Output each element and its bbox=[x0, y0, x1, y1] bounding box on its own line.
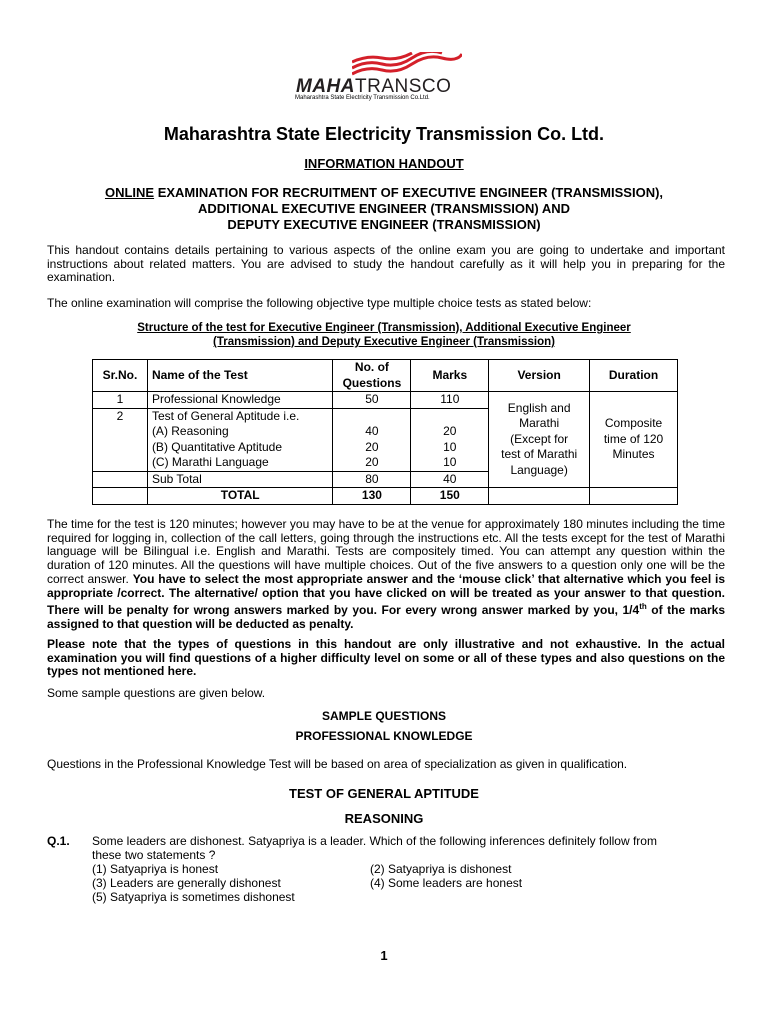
q1-option-4: (4) Some leaders are honest bbox=[370, 876, 523, 890]
transmission-wave-icon bbox=[352, 52, 462, 78]
logo-brand-bold: MAHA bbox=[296, 76, 355, 97]
general-aptitude-heading: TEST OF GENERAL APTITUDE bbox=[289, 786, 479, 801]
exam-heading-line1: EXAMINATION FOR RECRUITMENT OF EXECUTIVE ENGINEER (TRANSMISSION), bbox=[154, 185, 664, 200]
row2-marks: 20 10 10 bbox=[411, 408, 489, 471]
header-duration: Duration bbox=[590, 360, 678, 392]
q1-option-3: (3) Leaders are generally dishonest bbox=[92, 876, 281, 890]
logo-tagline: Maharashtra State Electricity Transmission Co.Ltd. bbox=[295, 95, 430, 101]
company-logo bbox=[290, 52, 480, 104]
handout-heading: INFORMATION HANDOUT bbox=[304, 156, 464, 171]
exam-heading bbox=[0, 185, 768, 233]
reasoning-heading: REASONING bbox=[344, 811, 424, 826]
tests-intro: The online examination will comprise the following objective type multiple choice tests as stated below: bbox=[47, 296, 592, 310]
row2-name: Test of General Aptitude i.e. (A) Reasoning (B) Quantitative Aptitude (C) Marathi Language bbox=[147, 408, 333, 471]
table-header-row bbox=[93, 360, 678, 392]
table-row bbox=[93, 392, 678, 409]
page-number: 1 bbox=[380, 948, 388, 963]
row1-srno: 1 bbox=[93, 392, 148, 409]
structure-heading-line1: Structure of the test for Executive Engineer (Transmission), Additional Executive Engineer bbox=[137, 322, 631, 334]
header-srno: Sr.No. bbox=[93, 360, 148, 392]
structure-heading bbox=[0, 321, 768, 349]
logo-brand-rest: TRANSCO bbox=[355, 76, 452, 97]
subtotal-marks: 40 bbox=[411, 471, 489, 488]
q1-option-2: (2) Satyapriya is dishonest bbox=[370, 862, 512, 876]
time-paragraph: The time for the test is 120 minutes; however you may have to be at the venue for approximately 180 minutes including the time required for logging in, collection of the call letters, going through the instructions etc. All the tests except for the test of Marathi language will be Bilingual i.e. English and Marathi. Tests are compositely timed. You can attempt any question within the duration of 120 minutes. All the questions will have multiple choices. Out of the five answers to a question only one will be the correct answer. You have to select the most appropriate answer and the ‘mouse click’ that alternative which you feel is appropriate /correct. The alternative/ option that you have clicked on will be treated as your answer to that question. There will be penalty for wrong answers marked by you. For every wrong answer marked by you, 1/4th of the marks assigned to that question will be deducted as penalty. bbox=[47, 517, 725, 631]
professional-knowledge-heading: PROFESSIONAL KNOWLEDGE bbox=[295, 729, 473, 743]
row1-name: Professional Knowledge bbox=[147, 392, 333, 409]
header-version: Version bbox=[489, 360, 590, 392]
subtotal-questions: 80 bbox=[333, 471, 411, 488]
structure-heading-line2: (Transmission) and Deputy Executive Engineer (Transmission) bbox=[213, 336, 555, 348]
pk-text: Questions in the Professional Knowledge Test will be based on area of specialization as given in qualification. bbox=[47, 757, 628, 771]
total-questions: 130 bbox=[333, 488, 411, 505]
row2-srno: 2 bbox=[93, 408, 148, 471]
q1-option-5: (5) Satyapriya is sometimes dishonest bbox=[92, 890, 295, 904]
page-title: Maharashtra State Electricity Transmission Co. Ltd. bbox=[163, 124, 605, 144]
q1-text: Some leaders are dishonest. Satyapriya is a leader. Which of the following inferences definitely follow from these two statements ? bbox=[92, 834, 657, 862]
header-name: Name of the Test bbox=[147, 360, 333, 392]
version-cell: English and Marathi (Except for test of Marathi Language) bbox=[489, 392, 590, 488]
table-row bbox=[93, 488, 678, 505]
row1-marks: 110 bbox=[411, 392, 489, 409]
exam-heading-line2: ADDITIONAL EXECUTIVE ENGINEER (TRANSMISSION) AND bbox=[198, 201, 570, 216]
header-marks: Marks bbox=[411, 360, 489, 392]
exam-heading-online: ONLINE bbox=[104, 185, 155, 200]
q1-number: Q.1. bbox=[47, 834, 70, 848]
test-structure-table bbox=[92, 359, 678, 505]
sample-intro: Some sample questions are given below. bbox=[47, 686, 266, 700]
total-label: TOTAL bbox=[147, 488, 333, 505]
duration-cell: Composite time of 120 Minutes bbox=[590, 392, 678, 488]
intro-paragraph: This handout contains details pertaining to various aspects of the online exam you are going to undertake and important instructions about related matters. You are advised to study the handout carefully as it will help you in preparing for the examination. bbox=[47, 243, 725, 285]
exam-heading-line3: DEPUTY EXECUTIVE ENGINEER (TRANSMISSION) bbox=[227, 217, 541, 232]
row1-questions: 50 bbox=[333, 392, 411, 409]
header-questions: No. of Questions bbox=[333, 360, 411, 392]
note-paragraph: Please note that the types of questions in this handout are only illustrative and not exhaustive. In the actual examination you will find questions of a higher difficulty level on some or all of these types and also questions on the types not mentioned here. bbox=[47, 637, 725, 679]
subtotal-label: Sub Total bbox=[147, 471, 333, 488]
q1-option-1: (1) Satyapriya is honest bbox=[92, 862, 219, 876]
sample-questions-heading: SAMPLE QUESTIONS bbox=[321, 709, 446, 723]
row2-questions: 40 20 20 bbox=[333, 408, 411, 471]
total-marks: 150 bbox=[411, 488, 489, 505]
